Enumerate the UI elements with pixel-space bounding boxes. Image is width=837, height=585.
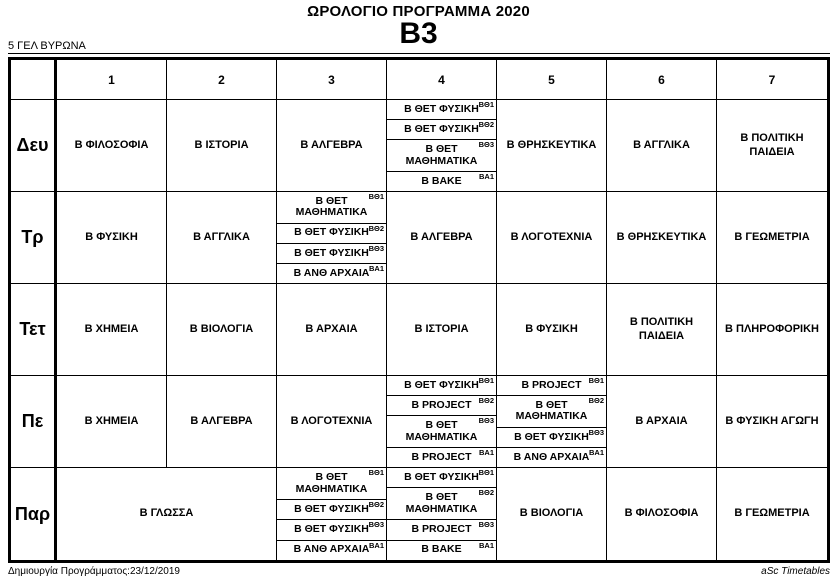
period-header: 7 — [717, 60, 827, 100]
lesson-name: Β ΧΗΜΕΙΑ — [84, 414, 139, 427]
lesson-name: Β ΘΕΤ ΦΥΣΙΚΗ — [404, 470, 479, 483]
day-label: Τετ — [11, 284, 57, 376]
lesson-cell — [607, 284, 717, 376]
lesson-cell — [57, 100, 167, 192]
period-header: 4 — [387, 60, 497, 100]
lesson-subcell — [387, 541, 496, 560]
lesson-name: Β ΑΝΘ ΑΡΧΑΙΑ — [293, 266, 370, 279]
school-name: 5 ΓΕΛ ΒΥΡΩΝΑ — [8, 40, 86, 52]
lesson-cell — [497, 192, 607, 284]
lesson-subcell — [497, 428, 606, 448]
period-header: 2 — [167, 60, 277, 100]
group-tag: ΒΘ1 — [368, 468, 384, 477]
lesson-cell — [717, 192, 827, 284]
lesson-name: Β ΘΕΤ ΜΑΘΗΜΑΤΙΚΑ — [405, 491, 478, 515]
lesson-subcell — [277, 192, 386, 224]
day-label: Παρ — [11, 468, 57, 560]
timetable — [8, 57, 830, 563]
lesson-name: Β ΘΕΤ ΦΥΣΙΚΗ — [514, 430, 589, 443]
lesson-name: Β ΒΙΟΛΟΓΙΑ — [519, 507, 584, 520]
group-tag: ΒΘ1 — [478, 376, 494, 385]
lesson-cell — [497, 284, 607, 376]
lesson-name: Β ΑΡΧΑΙΑ — [305, 322, 358, 335]
lesson-name: Β ΑΛΓΕΒΡΑ — [410, 230, 473, 243]
lesson-name: Β ΘΕΤ ΜΑΘΗΜΑΤΙΚΑ — [295, 194, 368, 219]
lesson-subcell — [277, 468, 386, 500]
lesson-name: Β ΑΛΓΕΒΡΑ — [300, 138, 363, 151]
day-label: Δευ — [11, 100, 57, 192]
lesson-subcell — [387, 120, 496, 140]
lesson-name: Β ΒΙΟΛΟΓΙΑ — [189, 322, 254, 335]
lesson-name: Β ΑΝΘ ΑΡΧΑΙΑ — [513, 450, 590, 463]
lesson-subcell — [387, 520, 496, 540]
lesson-cell — [167, 192, 277, 284]
lesson-cell — [167, 376, 277, 468]
lesson-cell — [497, 100, 607, 192]
period-header: 5 — [497, 60, 607, 100]
day-label: Τρ — [11, 192, 57, 284]
group-tag: ΒΘ1 — [368, 192, 384, 201]
lesson-name: Β ΑΝΘ ΑΡΧΑΙΑ — [293, 543, 370, 556]
lesson-name: Β ΠΛΗΡΟΦΟΡΙΚΗ — [725, 322, 819, 335]
group-tag: ΒΘ2 — [588, 396, 604, 406]
lesson-name: Β ΙΣΤΟΡΙΑ — [414, 322, 469, 335]
lesson-subcell — [387, 140, 496, 172]
lesson-name: Β ΘΕΤ ΦΥΣΙΚΗ — [294, 523, 369, 536]
lesson-cell — [717, 376, 827, 468]
lesson-subcell — [277, 520, 386, 540]
lesson-name: Β ΦΥΣΙΚΗ — [85, 230, 138, 243]
lesson-name: Β ΘΕΤ ΦΥΣΙΚΗ — [294, 226, 369, 239]
lesson-subcell — [277, 264, 386, 283]
group-tag: ΒΑ1 — [478, 447, 494, 457]
group-tag: ΒΘ3 — [588, 427, 604, 437]
lesson-cell — [277, 100, 387, 192]
lesson-cell — [607, 192, 717, 284]
lesson-subcell — [277, 224, 386, 244]
lesson-cell — [57, 192, 167, 284]
period-header: 1 — [57, 60, 167, 100]
lesson-name: Β ΦΥΣΙΚΗ — [525, 322, 578, 335]
lesson-name: Β ΘΕΤ ΦΥΣΙΚΗ — [404, 378, 479, 391]
lesson-cell — [717, 468, 827, 560]
lesson-cell — [717, 100, 827, 192]
group-tag: ΒΑ1 — [368, 263, 384, 273]
lesson-name: Β ΧΗΜΕΙΑ — [84, 322, 139, 335]
day-label: Πε — [11, 376, 57, 468]
lesson-cell — [57, 284, 167, 376]
lesson-cell — [607, 100, 717, 192]
lesson-name: Β PROJECT — [411, 450, 472, 463]
lesson-subcell — [387, 488, 496, 520]
lesson-name: Β ΦΙΛΟΣΟΦΙΑ — [74, 138, 149, 151]
lesson-name: Β PROJECT — [411, 398, 472, 411]
group-tag: ΒΘ1 — [478, 100, 494, 109]
class-name: B3 — [399, 17, 438, 50]
period-header: 6 — [607, 60, 717, 100]
group-tag: ΒΘ3 — [478, 520, 494, 530]
group-tag: ΒΑ1 — [478, 171, 494, 181]
lesson-name: Β ΑΛΓΕΒΡΑ — [190, 414, 253, 427]
creation-date: Δημιουργία Προγράμματος:23/12/2019 — [8, 566, 180, 577]
lesson-cell — [387, 100, 497, 192]
lesson-cell — [387, 192, 497, 284]
lesson-cell — [277, 468, 387, 560]
lesson-cell — [277, 376, 387, 468]
lesson-name: Β ΒΑΚΕ — [421, 174, 462, 187]
group-tag: ΒΘ2 — [478, 396, 494, 406]
group-tag: ΒΘ1 — [478, 468, 494, 477]
lesson-name: Β ΠΟΛΙΤΙΚΗ ΠΑΙΔΕΙΑ — [740, 131, 804, 158]
group-tag: ΒΘ3 — [478, 140, 494, 150]
lesson-cell — [57, 376, 167, 468]
lesson-name: Β ΦΥΣΙΚΗ ΑΓΩΓΗ — [725, 414, 819, 427]
lesson-cell — [497, 468, 607, 560]
group-tag: ΒΘ2 — [478, 488, 494, 498]
lesson-name: Β ΘΕΤ ΜΑΘΗΜΑΤΙΚΑ — [405, 142, 478, 167]
lesson-cell — [57, 468, 277, 560]
lesson-subcell — [387, 172, 496, 191]
lesson-name: Β ΘΕΤ ΜΑΘΗΜΑΤΙΚΑ — [515, 398, 588, 423]
lesson-name: Β ΑΡΧΑΙΑ — [635, 414, 688, 427]
lesson-subcell — [497, 376, 606, 396]
lesson-name: Β ΒΑΚΕ — [421, 543, 462, 556]
lesson-subcell — [387, 416, 496, 448]
lesson-name: Β ΘΕΤ ΦΥΣΙΚΗ — [404, 102, 479, 115]
page-title: ΩΡΟΛΟΓΙΟ ΠΡΟΓΡΑΜΜΑ 2020 — [307, 3, 530, 20]
group-tag: ΒΘ1 — [588, 376, 604, 385]
lesson-cell — [387, 376, 497, 468]
group-tag: ΒΘ2 — [368, 223, 384, 233]
school-name-row — [8, 40, 830, 54]
group-tag: ΒΘ3 — [368, 520, 384, 530]
lesson-subcell — [387, 468, 496, 488]
group-tag: ΒΘ2 — [368, 500, 384, 510]
group-tag: ΒΘ3 — [478, 416, 494, 426]
group-tag: ΒΘ3 — [368, 243, 384, 253]
lesson-cell — [387, 284, 497, 376]
lesson-subcell — [497, 448, 606, 467]
group-tag: ΒΑ1 — [478, 540, 494, 550]
lesson-name: Β ΘΡΗΣΚΕΥΤΙΚΑ — [506, 138, 597, 151]
lesson-name: Β ΘΕΤ ΦΥΣΙΚΗ — [404, 122, 479, 135]
lesson-subcell — [387, 396, 496, 416]
lesson-name: Β ΘΕΤ ΦΥΣΙΚΗ — [294, 246, 369, 259]
lesson-cell — [607, 376, 717, 468]
lesson-name: Β ΓΛΩΣΣΑ — [139, 507, 194, 520]
lesson-subcell — [277, 500, 386, 520]
lesson-subcell — [277, 244, 386, 264]
lesson-subcell — [387, 100, 496, 120]
lesson-name: Β ΑΓΓΛΙΚΑ — [633, 138, 690, 151]
lesson-subcell — [387, 376, 496, 396]
lesson-subcell — [277, 541, 386, 560]
brand-label: aSc Timetables — [761, 566, 830, 577]
lesson-subcell — [497, 396, 606, 428]
lesson-cell — [607, 468, 717, 560]
lesson-name: Β ΘΕΤ ΜΑΘΗΜΑΤΙΚΑ — [405, 418, 478, 443]
lesson-name: Β PROJECT — [521, 378, 582, 391]
lesson-name: Β ΘΡΗΣΚΕΥΤΙΚΑ — [616, 230, 707, 243]
lesson-cell — [277, 192, 387, 284]
lesson-name: Β ΙΣΤΟΡΙΑ — [194, 138, 249, 151]
lesson-name: Β ΘΕΤ ΦΥΣΙΚΗ — [294, 502, 369, 515]
lesson-cell — [717, 284, 827, 376]
lesson-name: Β ΠΟΛΙΤΙΚΗ ΠΑΙΔΕΙΑ — [629, 315, 694, 342]
lesson-cell — [277, 284, 387, 376]
lesson-name: Β ΦΙΛΟΣΟΦΙΑ — [624, 507, 699, 520]
lesson-cell — [387, 468, 497, 560]
lesson-name: Β ΛΟΓΟΤΕΧΝΙΑ — [510, 230, 593, 243]
lesson-name: Β PROJECT — [411, 523, 472, 536]
group-tag: ΒΑ1 — [588, 447, 604, 457]
group-tag: ΒΑ1 — [368, 540, 384, 550]
lesson-subcell — [387, 448, 496, 467]
lesson-cell — [167, 100, 277, 192]
lesson-name: Β ΛΟΓΟΤΕΧΝΙΑ — [290, 414, 373, 427]
lesson-name: Β ΘΕΤ ΜΑΘΗΜΑΤΙΚΑ — [295, 470, 368, 495]
lesson-name: Β ΓΕΩΜΕΤΡΙΑ — [734, 230, 810, 243]
corner-cell — [11, 60, 57, 100]
lesson-name: Β ΓΕΩΜΕΤΡΙΑ — [734, 507, 810, 520]
lesson-cell — [167, 284, 277, 376]
lesson-cell — [497, 376, 607, 468]
period-header: 3 — [277, 60, 387, 100]
group-tag: ΒΘ2 — [478, 120, 494, 130]
lesson-name: Β ΑΓΓΛΙΚΑ — [193, 230, 250, 243]
